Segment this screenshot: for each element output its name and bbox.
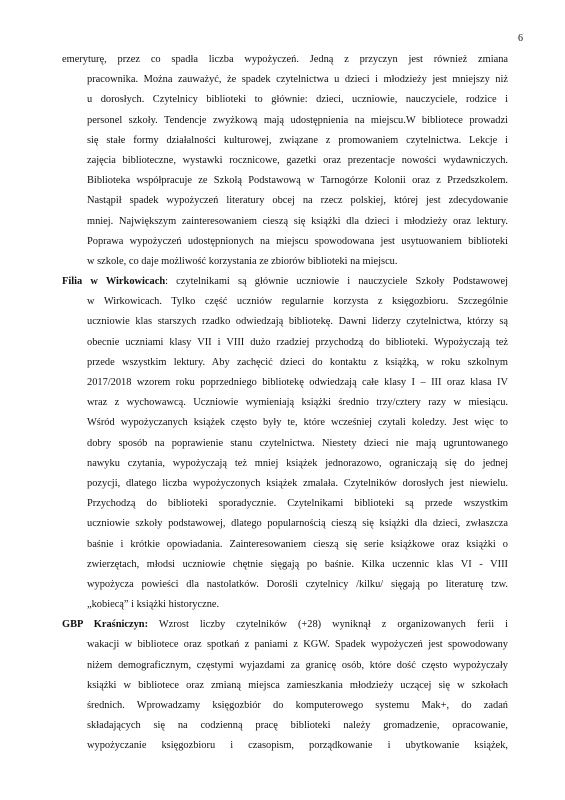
page-number: 6 — [518, 33, 523, 44]
text-line: Nastąpił spadek wypożyczeń literatury obcej na rzecz polskiej, której jest zdecydowanie — [87, 195, 508, 207]
text-line: wakacji w bibliotece oraz spotkań z paniami z KGW. Spadek wypożyczeń jest spowodowany — [87, 639, 508, 651]
text-line: „kobiecą” i książki historyczne. — [87, 599, 220, 611]
text-line: dobry sposób na poprawienie stanu czytelnictwa. Niestety dzieci nie mają ugruntowanego — [87, 437, 508, 449]
text-line: składających się na codzienną pracę biblioteki należy gromadzenie, opracowanie, — [87, 720, 508, 732]
text-line: zwierzętach, młodsi uczniowie chętnie sięgają po baśnie. Kilka uczennic klas VI - VIII — [87, 558, 508, 570]
text-line: niżem demograficznym, częstymi wyjazdami za granicę osób, które dość często wypożyczały — [87, 659, 508, 671]
text-line: u dorosłych. Czytelnicy biblioteki to głównie: dzieci, uczniowie, nauczyciele, rodzice i — [87, 94, 508, 106]
paragraph-gbp — [62, 635, 508, 756]
text-line: wraz z wychowawcą. Uczniowie wymieniają książki średnio trzy/cztery razy w miesiącu. — [87, 397, 508, 409]
text-line: zajęcia biblioteczne, wystawki rocznicowe, gazetki oraz prezentacje nowości wydawniczych. — [87, 154, 508, 166]
text-line: wypożyczanie księgozbioru i czasopism, porządkowanie i ubytkowanie książek, — [87, 740, 508, 752]
paragraph-filia — [62, 292, 508, 615]
paragraph-general — [62, 50, 508, 272]
text-line: mniej. Największym zainteresowaniem cieszą się książki dla dzieci i młodzieży oraz lektury. — [87, 215, 508, 227]
text-line: książki w bibliotece oraz zmianą miejsca zamieszkania młodzieży uczącej się w szkołach — [87, 679, 508, 691]
section-heading-gbp: GBP Kraśniczyn: — [62, 619, 149, 631]
text-line: Przychodzą do biblioteki sporadycznie. Czytelnikami biblioteki są przede wszystkim — [87, 498, 508, 510]
text-line: średnich. Wprowadzamy księgozbiór do komputerowego systemu Mak+, do zadań — [87, 700, 508, 711]
text-line: pracownika. Można zauważyć, że spadek czytelnictwa u dzieci i młodzieży jest mniejszy niż — [87, 74, 508, 86]
section-filia-first-line-text: : czytelnikami są głównie uczniowie i nauczyciele Szkoły Podstawowej — [165, 276, 508, 288]
text-line: personel szkoły. Tendencje zwyżkową mają udostępnienia na miejscu.W bibliotece prowadzi — [87, 114, 508, 126]
section-heading-filia: Filia w Wirkowicach — [62, 276, 166, 288]
section-gbp-first-line — [62, 615, 508, 635]
text-line: obecnie uczniami klasy VII i VIII dużo rzadziej przychodzą do biblioteki. Wypożyczają też — [87, 336, 508, 348]
document-body — [62, 50, 508, 757]
text-line: w Wirkowicach. Tylko część uczniów regularnie korzysta z księgozbioru. Szczególnie — [87, 296, 508, 308]
text-line: baśnie i krótkie opowiadania. Zainteresowaniem cieszą się serie książkowe oraz książki o — [87, 538, 508, 550]
section-filia-first-line — [62, 272, 508, 292]
text-line: Biblioteka współpracuje ze Szkołą Podstawową w Tarnogórze Kolonii oraz z Przedszkolem. — [87, 175, 508, 187]
text-line: pozycji, dlatego liczba wypożyczonych książek zmalała. Czytelników dorosłych jest niewielu. — [87, 477, 508, 489]
text-line: Poprawa wypożyczeń udostępnionych na miejscu spowodowana jest usytuowaniem biblioteki — [87, 235, 508, 247]
text-line: przede wszystkim lektury. Aby zachęcić dzieci do kontaktu z książką, w roku szkolnym — [87, 356, 508, 368]
text-line: 2017/2018 wzorem roku poprzedniego bibliotekę odwiedzają całe klasy I – III oraz klasa IV — [87, 377, 508, 388]
text-line: uczniowie klas starszych rzadko odwiedzają bibliotekę. Dawni liderzy czytelnictwa, którzy są — [87, 316, 508, 328]
text-line: Wśród wypożyczanych książek często były te, które wcześniej czytali koledzy. Jest więc to — [87, 417, 508, 429]
text-line: nawyku czytania, wypożyczają też mniej książek jednorazowo, ograniczają się do jednej — [87, 457, 508, 469]
text-line: uczniowie szkoły podstawowej, dlatego popularnością cieszą się książki dla dzieci, zwłaszcza — [87, 518, 508, 530]
section-gbp-first-line-text: Wzrost liczby czytelników (+28) wyniknął z organizowanych ferii i — [148, 619, 508, 631]
text-line: się stałe formy działalności kulturowej, związane z promowaniem czytelnictwa. Lekcje i — [87, 134, 508, 146]
text-line: wypożycza powieści dla nastolatków. Dorośli czytelnicy /kilku/ sięgają po literaturę tzw. — [87, 578, 508, 590]
text-line: emeryturę, przez co spadła liczba wypożyczeń. Jedną z przyczyn jest również zmiana — [62, 54, 508, 65]
text-line: w szkole, co daje możliwość korzystania ze zbiorów biblioteki na miejscu. — [87, 255, 398, 267]
